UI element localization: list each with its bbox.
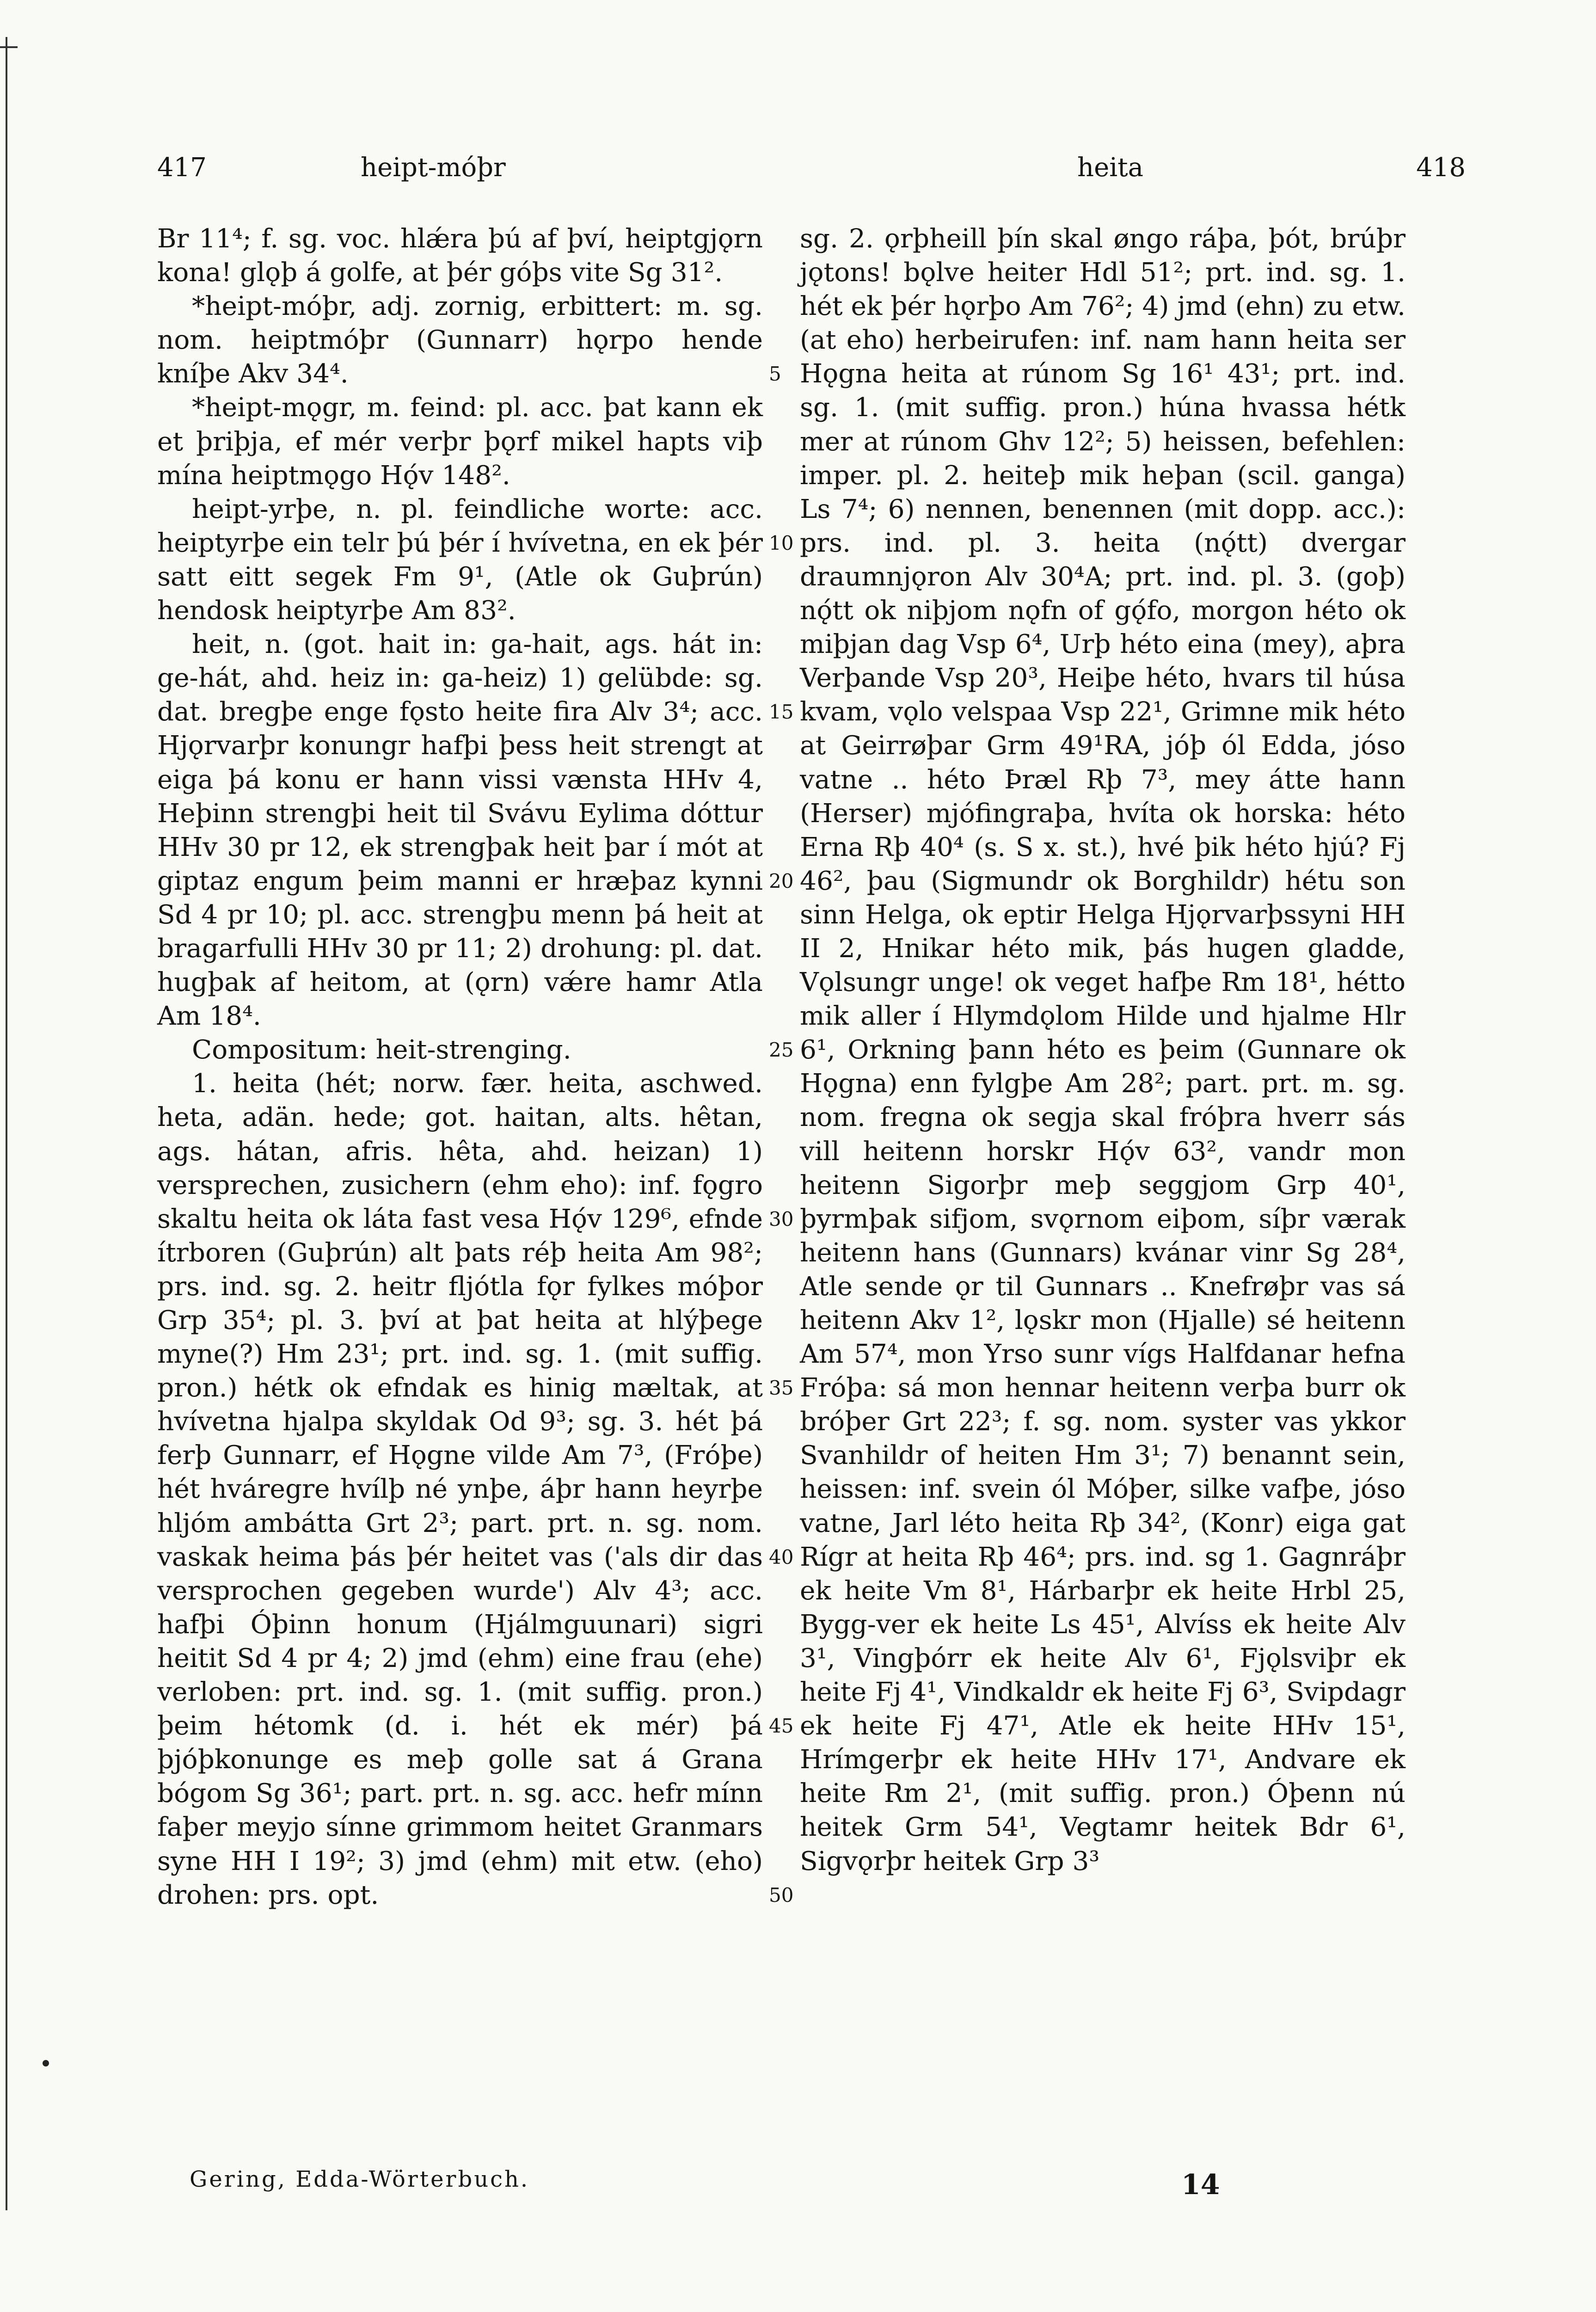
- line-number: 5: [769, 363, 781, 386]
- line-number: 30: [769, 1207, 794, 1230]
- right-running-head: heita: [1077, 153, 1144, 183]
- scan-margin-dot: [43, 2060, 49, 2066]
- dictionary-entry: *heipt-mǫgr, m. feind: pl. acc. þat kann ek et þriþja, ef mér verþr þǫrf mikel hapts viþ mína heiptmǫgo Hǫ́v 148².: [157, 393, 763, 491]
- footer-signature: Gering, Edda-Wörterbuch.: [190, 2166, 530, 2192]
- line-number: 10: [769, 531, 794, 554]
- dictionary-entry: heipt-yrþe, n. pl. feindliche worte: acc. heiptyrþe ein telr þú þér í hvívetna, en ek þér satt eitt segek Fm 9¹, (Atle ok Guþrún) hendosk heiptyrþe Am 83².: [157, 494, 763, 626]
- line-number: 15: [769, 701, 794, 724]
- signature-mark: 14: [1181, 2169, 1220, 2201]
- line-number: 50: [769, 1883, 794, 1906]
- dictionary-entry: heit, n. (got. hait in: ga-hait, ags. hát in: ge-hát, ahd. heiz in: ga-heiz) 1) gelübde: sg. dat. bregþe enge fǫsto heite fira Alv 3⁴; acc. Hjǫrvarþr konungr hafþi þess heit strengt at eiga þá konu er hann vissi vænsta HHv 4, Heþinn strengþi heit til Svávu Eylima dóttur HHv 30 pr 12, ek strengþak heit þar í mót at giptaz engum þeim manni er hræþaz kynni Sd 4 pr 10; pl. acc. strengþu menn þá heit at bragarfulli HHv 30 pr 11; 2) drohung: pl. dat. hugþak af heitom, at (ǫrn) vǽre hamr Atla Am 18⁴.: [157, 629, 763, 1032]
- line-number: 45: [769, 1715, 794, 1738]
- line-number: 20: [769, 869, 794, 892]
- scan-margin-rule: [6, 37, 7, 2210]
- right-page-number: 418: [1416, 153, 1466, 183]
- line-number: 40: [769, 1545, 794, 1568]
- dictionary-entry: 1. heita (hét; norw. fær. heita, aschwed. heta, adän. hede; got. haitan, alts. hêtan, ags. hátan, afris. hêta, ahd. heizan) 1) versprechen, zusichern (ehm eho): inf. fǫgro skaltu heita ok láta fast vesa Hǫ́v 129⁶, efnde ítrboren (Guþrún) alt þats réþ heita Am 98²; prs. ind. sg. 2. heitr fljótla fǫr fylkes móþor Grp 35⁴; pl. 3. því at þat heita at hlýþege myne(?) Hm 23¹; prt. ind. sg. 1. (mit suffig. pron.) hétk ok efndak es hinig mæltak, at hvívetna hjalpa skyldak Od 9³; sg. 3. hét þá ferþ Gunnarr, ef Hǫgne vilde Am 7³, (Fróþe) hét hváregre hvílþ né ynþe, áþr hann heyrþe hljóm ambátta Grt 2³; part. prt. n. sg. nom. vaskak heima þás þér heitet vas ('als dir das versprochen gegeben wurde') Alv 4³; acc. hafþi Óþinn honum (Hjálmguunari) sigri heitit Sd 4 pr 4; 2) jmd (ehm) eine frau (ehe) verloben: prt. ind. sg. 1. (mit suffig. pron.) þeim hétomk (d. i. hét ek mér) þá þjóþkonunge es meþ golle sat á Grana bógom Sg 36¹; part. prt. n. sg. acc. hefr mínn faþer meyjo sínne grimmom heitet Granmars syne HH I 19²; 3) jmd (ehm) mit etw. (eho) drohen: prs. opt.: [157, 1069, 763, 1910]
- right-column: [800, 222, 1406, 1878]
- scan-margin-tick: [0, 46, 18, 48]
- dictionary-entry: Br 11⁴; f. sg. voc. hlǽra þú af því, heiptgjǫrn kona! glǫþ á golfe, at þér góþs vite Sg 31².: [157, 224, 763, 288]
- left-column: [157, 222, 763, 1912]
- running-header: [157, 153, 1466, 190]
- left-page-number: 417: [157, 153, 207, 183]
- line-number: 25: [769, 1039, 794, 1062]
- dictionary-entry: Compositum: heit-strenging.: [192, 1035, 571, 1065]
- line-number: 35: [769, 1377, 794, 1400]
- dictionary-entry: *heipt-móþr, adj. zornig, erbittert: m. sg. nom. heiptmóþr (Gunnarr) hǫrpo hende kníþe Akv 34⁴.: [157, 291, 763, 389]
- dictionary-entry: sg. 2. ǫrþheill þín skal øngo ráþa, þót, brúþr jǫtons! bǫlve heiter Hdl 51²; prt. ind. sg. 1. hét ek þér hǫrþo Am 76²; 4) jmd (ehn) zu etw. (at eho) herbeirufen: inf. nam hann heita ser Hǫgna heita at rúnom Sg 16¹ 43¹; prt. ind. sg. 1. (mit suffig. pron.) húna hvassa hétk mer at rúnom Ghv 12²; 5) heissen, befehlen: imper. pl. 2. heiteþ mik heþan (scil. ganga) Ls 7⁴; 6) nennen, benennen (mit dopp. acc.): prs. ind. pl. 3. heita (nǫ́tt) dvergar draumnjǫron Alv 30⁴A; prt. ind. pl. 3. (goþ) nǫ́tt ok niþjom nǫfn of gǫ́fo, morgon héto ok miþjan dag Vsp 6⁴, Urþ héto eina (mey), aþra Verþande Vsp 20³, Heiþe héto, hvars til húsa kvam, vǫlo velspaa Vsp 22¹, Grimne mik héto at Geirrøþar Grm 49¹RA, jóþ ól Edda, jóso vatne .. héto Þræl Rþ 7³, mey átte hann (Herser) mjófingraþa, hvíta ok horska: héto Erna Rþ 40⁴ (s. S x. st.), hvé þik héto hjú? Fj 46², þau (Sigmundr ok Borghildr) hétu son sinn Helga, ok eptir Helga Hjǫrvarþssyni HH II 2, Hnikar héto mik, þás hugen gladde, Vǫlsungr unge! ok veget hafþe Rm 18¹, hétto mik aller í Hlymdǫlom Hilde und hjalme Hlr 6¹, Orkning þann héto es þeim (Gunnare ok Hǫgna) enn fylgþe Am 28²; part. prt. m. sg. nom. fregna ok segja skal fróþra hverr sás vill heitenn horskr Hǫ́v 63², vandr mon heitenn Sigorþr meþ seggjom Grp 40¹, þyrmþak sifjom, svǫrnom eiþom, síþr værak heitenn hans (Gunnars) kvánar vinr Sg 28⁴, Atle sende ǫr til Gunnars .. Knefrøþr vas sá heitenn Akv 1², lǫskr mon (Hjalle) sé heitenn Am 57⁴, mon Yrso sunr vígs Halfdanar hefna Fróþa: sá mon hennar heitenn verþa burr ok bróþer Grt 22³; f. sg. nom. syster vas ykkor Svanhildr of heiten Hm 3¹; 7) benannt sein, heissen: inf. svein ól Móþer, silke vafþe, jóso vatne, Jarl léto heita Rþ 34², (Konr) eiga gat Rígr at heita Rþ 46⁴; prs. ind. sg 1. Gagnráþr ek heite Vm 8¹, Hárbarþr ek heite Hrbl 25, Bygg-ver ek heite Ls 45¹, Alvíss ek heite Alv 3¹, Vingþórr ek heite Alv 6¹, Fjǫlsviþr ek heite Fj 4¹, Vindkaldr ek heite Fj 6³, Svipdagr ek heite Fj 47¹, Atle ek heite HHv 15¹, Hrímgerþr ek heite HHv 17¹, Andvare ek heite Rm 2¹, (mit suffig. pron.) Óþenn nú heitek Grm 54¹, Vegtamr heitek Bdr 6¹, Sigvǫrþr heitek Grp 3³: [800, 224, 1406, 1876]
- left-running-head: heipt-móþr: [361, 153, 506, 183]
